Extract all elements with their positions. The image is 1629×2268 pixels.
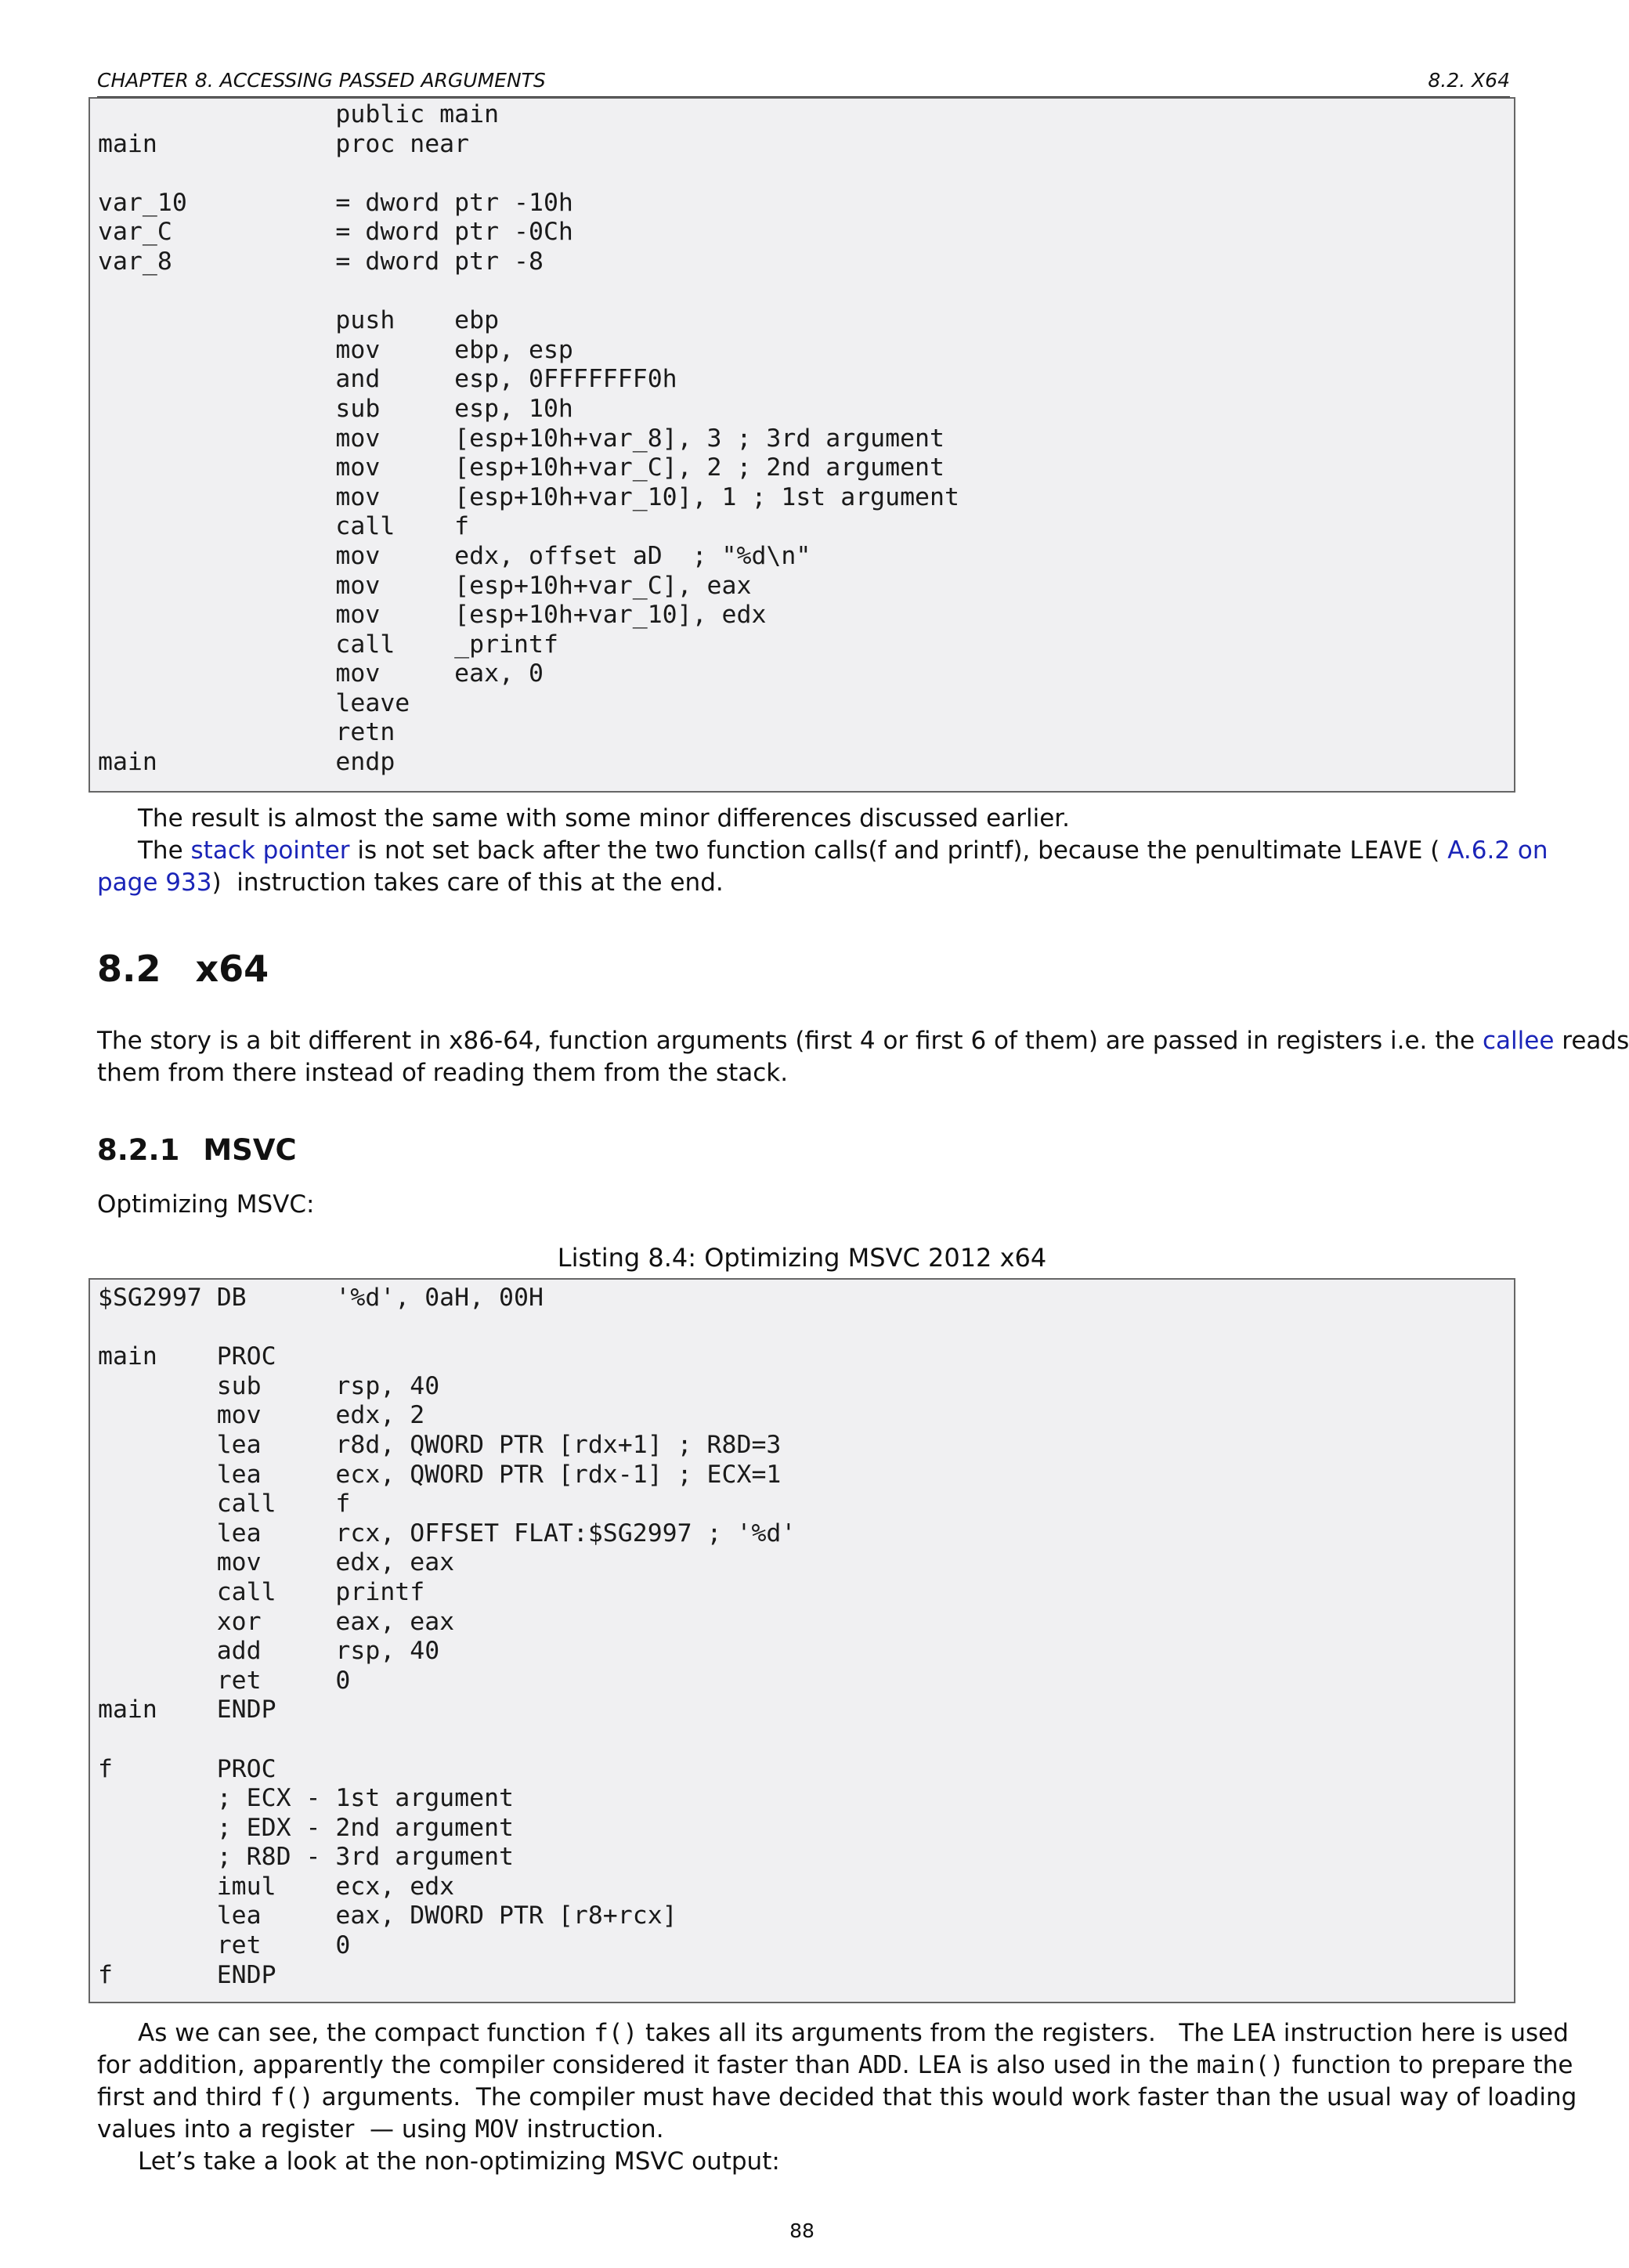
paragraph-text: Optimizing MSVC:	[97, 1190, 315, 1219]
code-line: mov edx, eax	[98, 1548, 455, 1577]
code-line: main PROC	[98, 1342, 276, 1371]
paragraph-text: ) instruction takes care of this at the end.	[211, 869, 724, 897]
code-listing-msvc-x64	[88, 1278, 1515, 2003]
code-line: call _printf	[98, 630, 558, 659]
paragraph-text: them from there instead of reading them from the stack.	[97, 1059, 789, 1087]
code-line: xor eax, eax	[98, 1607, 455, 1636]
code-line: main endp	[98, 748, 396, 777]
paragraph-text: first and third	[97, 2083, 270, 2111]
paragraph-text: .	[901, 2051, 918, 2079]
code-line: var_C = dword ptr -0Ch	[98, 218, 573, 247]
paragraph-text: values into a register — using	[97, 2115, 475, 2143]
code-line: mov [esp+10h+var_8], 3 ; 3rd argument	[98, 424, 945, 453]
paragraph-text: The	[138, 836, 191, 865]
paragraph-stack-pointer	[97, 835, 1548, 899]
code-line: var_10 = dword ptr -10h	[98, 188, 573, 217]
code-line: mov [esp+10h+var_10], 1 ; 1st argument	[98, 482, 959, 511]
code-line: add rsp, 40	[98, 1637, 440, 1666]
paragraph-text: The story is a bit different in x86-64, function arguments (first 4 or first 6 of them) are passed in registers i.e. the	[97, 1027, 1483, 1055]
code-line: public main	[98, 100, 500, 128]
paragraph-lea-explanation	[97, 2017, 1577, 2146]
code-line: ; EDX - 2nd argument	[98, 1813, 515, 1842]
paragraph-non-optimizing	[97, 2146, 1507, 2178]
code-line: call f	[98, 1490, 351, 1519]
section-number: 8.2	[97, 948, 161, 990]
running-header-chapter: CHAPTER 8. ACCESSING PASSED ARGUMENTS	[97, 69, 546, 92]
code-line: push ebp	[98, 306, 500, 335]
code-line: lea rcx, OFFSET FLAT:$SG2997 ; '%d'	[98, 1519, 796, 1548]
code-line: retn	[98, 718, 396, 747]
paragraph-x64-intro	[97, 1025, 1629, 1089]
code-line: main proc near	[98, 129, 470, 158]
subsection-number: 8.2.1	[97, 1133, 180, 1167]
page-number: 88	[789, 2219, 814, 2242]
inline-code: LEA	[917, 2051, 962, 2079]
code-line: and esp, 0FFFFFFF0h	[98, 365, 677, 394]
code-line: ret 0	[98, 1931, 351, 1960]
inline-code: LEAVE	[1349, 836, 1423, 865]
paragraph-text: (	[1422, 836, 1448, 865]
paragraph-text: instruction.	[518, 2115, 664, 2143]
code-line: mov edx, offset aD ; "%d\n"	[98, 541, 811, 570]
code-line: sub rsp, 40	[98, 1371, 440, 1400]
inline-code: f()	[269, 2083, 314, 2111]
code-line: call f	[98, 512, 470, 541]
code-line: mov eax, 0	[98, 659, 544, 688]
code-line: lea eax, DWORD PTR [r8+rcx]	[98, 1901, 677, 1930]
code-line	[98, 277, 1514, 307]
code-line	[98, 1725, 1514, 1755]
code-line: ret 0	[98, 1666, 351, 1695]
paragraph-text: function to prepare the	[1284, 2051, 1573, 2079]
paragraph-text: takes all its arguments from the registers. The	[638, 2019, 1232, 2047]
code-line: mov [esp+10h+var_C], eax	[98, 571, 752, 600]
listing-caption: Listing 8.4: Optimizing MSVC 2012 x64	[557, 1243, 1047, 1273]
subsection-heading	[97, 1133, 297, 1167]
cross-reference-link-page[interactable]: page 933	[97, 869, 212, 897]
inline-code: main()	[1196, 2051, 1284, 2079]
paragraph-text: The result is almost the same with some minor differences discussed earlier.	[138, 804, 1071, 832]
code-line: mov [esp+10h+var_10], edx	[98, 601, 767, 630]
paragraph-text: for addition, apparently the compiler considered it faster than	[97, 2051, 858, 2079]
paragraph-text: Let’s take a look at the non-optimizing MSVC output:	[138, 2147, 780, 2176]
code-line: mov edx, 2	[98, 1401, 425, 1430]
code-listing-top	[88, 97, 1515, 793]
code-line: mov [esp+10h+var_C], 2 ; 2nd argument	[98, 453, 945, 482]
code-line: ; R8D - 3rd argument	[98, 1843, 515, 1872]
code-line	[98, 159, 1514, 189]
paragraph-result	[97, 803, 1507, 835]
code-line: mov ebp, esp	[98, 335, 573, 364]
subsection-title: MSVC	[203, 1133, 297, 1167]
section-heading	[97, 948, 269, 990]
code-line: call printf	[98, 1577, 425, 1606]
paragraph-text: is also used in the	[961, 2051, 1197, 2079]
code-line: $SG2997 DB '%d', 0aH, 00H	[98, 1284, 544, 1312]
code-line: leave	[98, 688, 410, 717]
code-line: f ENDP	[98, 1960, 276, 1989]
inline-code: ADD	[858, 2051, 902, 2079]
code-line: imul ecx, edx	[98, 1872, 455, 1901]
cross-reference-link[interactable]: A.6.2 on	[1447, 836, 1548, 865]
code-line: lea r8d, QWORD PTR [rdx+1] ; R8D=3	[98, 1430, 782, 1459]
code-line: ; ECX - 1st argument	[98, 1784, 515, 1813]
running-header-section: 8.2. X64	[1428, 69, 1510, 92]
paragraph-text: is not set back after the two function calls(f and printf), because the penultimate	[349, 836, 1350, 865]
paragraph-optimizing-msvc	[97, 1189, 1507, 1221]
inline-code: MOV	[475, 2115, 519, 2143]
glossary-link-callee[interactable]: callee	[1482, 1027, 1555, 1055]
code-line: f PROC	[98, 1754, 276, 1783]
paragraph-text: instruction here is used	[1275, 2019, 1569, 2047]
code-line: sub esp, 10h	[98, 394, 573, 423]
inline-code: f()	[594, 2019, 638, 2047]
section-title: x64	[195, 948, 269, 990]
code-line: main ENDP	[98, 1696, 276, 1724]
code-line	[98, 1313, 1514, 1343]
glossary-link-stack-pointer[interactable]: stack pointer	[190, 836, 350, 865]
code-line: lea ecx, QWORD PTR [rdx-1] ; ECX=1	[98, 1460, 782, 1489]
inline-code: LEA	[1231, 2019, 1276, 2047]
paragraph-text: arguments. The compiler must have decided that this would work faster than the usual way of loading	[313, 2083, 1577, 2111]
paragraph-text: As we can see, the compact function	[138, 2019, 594, 2047]
code-line: var_8 = dword ptr -8	[98, 247, 544, 276]
paragraph-text: reads	[1554, 1027, 1629, 1055]
